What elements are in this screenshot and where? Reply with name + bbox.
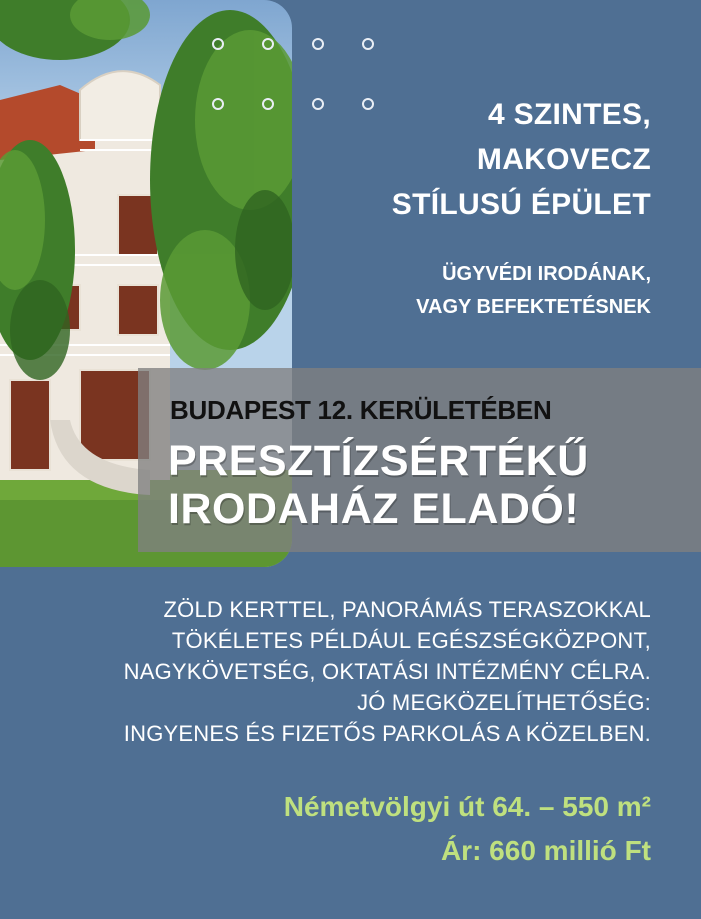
heading-line: STÍLUSÚ ÉPÜLET [391,188,651,221]
price-text: Ár: 660 millió Ft [440,835,651,866]
heading-line: MAKOVECZ [476,143,651,176]
subheading [291,258,651,324]
description [11,594,651,749]
address-text: Németvölgyi út 64. – 550 m² [283,791,651,822]
subheading-line: VAGY BEFEKTETÉSNEK [416,296,651,318]
description-line: NAGYKÖVETSÉG, OKTATÁSI INTÉZMÉNY CÉLRA. [123,659,651,684]
building-heading [291,92,651,227]
heading-line: 4 SZINTES, [487,98,651,131]
location-text: BUDAPEST 12. KERÜLETÉBEN [170,395,552,425]
description-line: TÖKÉLETES PÉLDÁUL EGÉSZSÉGKÖZPONT, [171,628,651,653]
property-details [51,785,651,873]
headline-line: IRODAHÁZ ELADÓ! [168,485,580,533]
subheading-line: ÜGYVÉDI IRODÁNAK, [442,263,651,285]
headline-line: PRESZTÍZSÉRTÉKŰ [168,437,589,485]
description-line: JÓ MEGKÖZELÍTHETŐSÉG: [357,690,651,715]
description-line: INGYENES ÉS FIZETŐS PARKOLÁS A KÖZELBEN. [123,721,651,746]
description-line: ZÖLD KERTTEL, PANORÁMÁS TERASZOKKAL [163,597,651,622]
main-headline [168,437,658,533]
